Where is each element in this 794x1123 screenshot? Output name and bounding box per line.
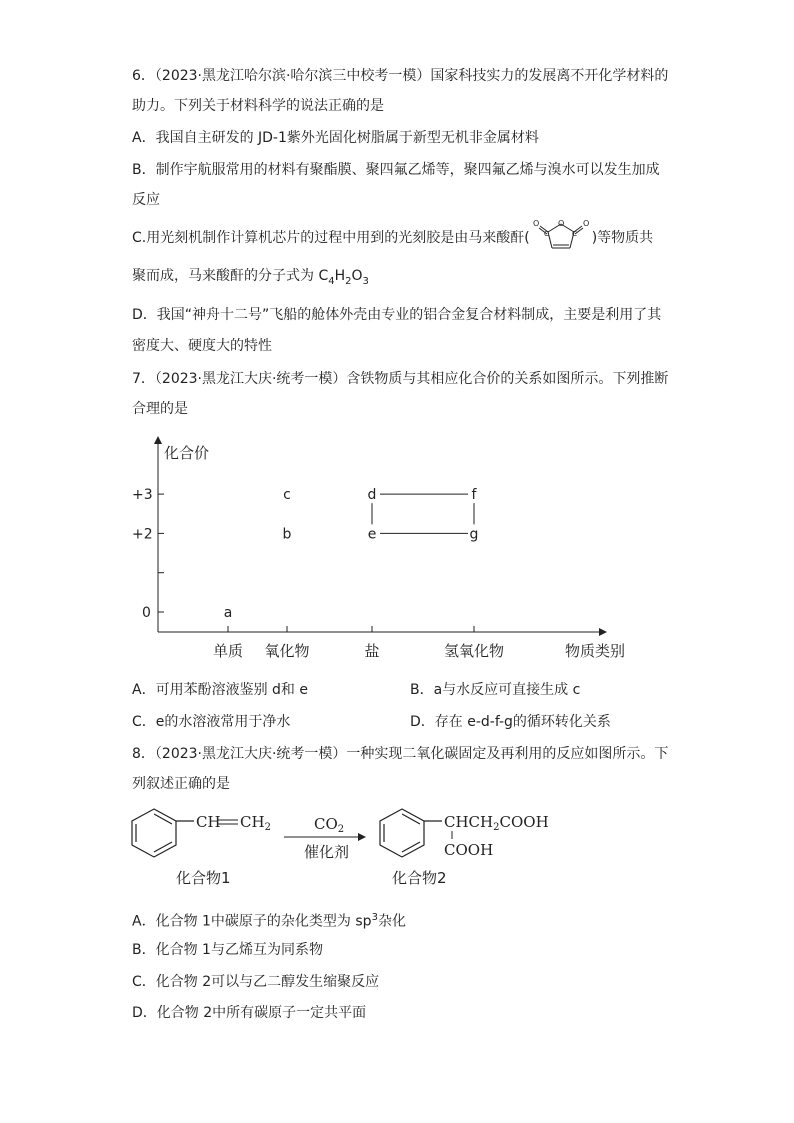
q7-option-a: A．可用苯酚溶液鉴别 d和 e xyxy=(132,682,308,698)
x-tick-label: 氧化物 xyxy=(264,642,310,660)
point-label-e: e xyxy=(367,526,377,543)
q7-option-b: B．a与水反应可直接生成 c xyxy=(410,682,581,698)
point-label-a: a xyxy=(223,605,233,621)
y-tick-label: +3 xyxy=(132,487,153,504)
carbonyl-carbon-left: C xyxy=(543,230,549,238)
q8-option-c: C．化合物 2可以与乙二醇发生缩聚反应 xyxy=(132,974,380,990)
maleic-anhydride-structure xyxy=(530,219,592,248)
point-label-d: d xyxy=(367,487,377,504)
x-tick-label: 氢氧化物 xyxy=(443,642,505,660)
reagent-co2: $CO_2$ xyxy=(314,815,345,835)
q6-option-c-text-a: C.用光刻机制作计算机芯片的过程中用到的光刻胶是由马来酸酐( xyxy=(132,230,530,246)
point-label-f: f xyxy=(471,487,477,504)
point-label-b: b xyxy=(282,526,292,543)
compound1-label: 化合物1 xyxy=(176,869,231,887)
q6-stem-line2: 助力。下列关于材料科学的说法正确的是 xyxy=(132,98,384,114)
q6-option-d-line1: D．我国“神舟十二号”飞船的舱体外壳由专业的铝合金复合材料制成，主要是利用了其 xyxy=(132,307,662,323)
q7-option-d: D．存在 e-d-f-g的循环转化关系 xyxy=(410,714,611,730)
q8-option-a xyxy=(132,908,406,932)
formula-sub-c: 4 xyxy=(328,275,335,287)
y-tick-label: +2 xyxy=(132,526,153,543)
q6-option-b-line2: 反应 xyxy=(132,192,160,208)
y-tick-label: 0 xyxy=(142,605,151,621)
x-axis-label: 物质类别 xyxy=(565,642,626,660)
x-tick-label: 单质 xyxy=(212,642,244,660)
iron-valence-chart xyxy=(120,430,640,670)
ring-oxygen-label: O xyxy=(557,219,564,228)
q8-stem-line2: 列叙述正确的是 xyxy=(132,776,230,792)
q8-option-d: D．化合物 2中所有碳原子一定共平面 xyxy=(132,1005,367,1021)
carbonyl-oxygen-right: O xyxy=(582,219,589,228)
formula-sub-o: 3 xyxy=(362,275,369,287)
q8-option-a-text-end: 杂化 xyxy=(377,913,406,930)
q6-option-c-line2 xyxy=(132,266,369,292)
product-branch-cooh: COOH xyxy=(444,841,494,859)
q6-option-a: A．我国自主研发的 JD-1紫外光固化树脂属于新型无机非金属材料 xyxy=(132,130,539,146)
benzene-ring-1 xyxy=(132,809,194,857)
x-tick-label: 盐 xyxy=(364,642,380,660)
vinyl-ch: CH xyxy=(196,813,221,831)
formula-o: O xyxy=(351,268,363,284)
maleic-anhydride-svg xyxy=(530,216,592,256)
q8-option-b: B．化合物 1与乙烯互为同系物 xyxy=(132,942,323,958)
q6-option-c-text-b: )等物质共 xyxy=(591,230,654,246)
compound2-label: 化合物2 xyxy=(392,869,447,887)
q6-option-d-line2: 密度大、硬度大的特性 xyxy=(132,338,272,354)
q6-option-b-line1: B．制作宇航服常用的材料有聚酯膜、聚四氟乙烯等，聚四氟乙烯与溴水可以发生加成 xyxy=(132,162,660,178)
q8-option-a-sup: 3 xyxy=(371,912,378,923)
formula-sub-h: 2 xyxy=(345,275,352,287)
catalyst-label: 催化剂 xyxy=(304,843,350,861)
q7-option-c: C．e的水溶液常用于净水 xyxy=(132,714,291,730)
point-label-g: g xyxy=(469,526,479,543)
product-chain: $CHCH_2COOH$ xyxy=(444,813,549,833)
y-axis-label: 化合价 xyxy=(164,444,210,462)
q6-option-c-formula-prefix: 聚而成，马来酸酐的分子式为 C xyxy=(132,268,329,284)
carbonyl-oxygen-left: O xyxy=(532,219,539,228)
vinyl-ch2: $CH_2$ xyxy=(240,813,271,833)
benzene-ring-2 xyxy=(380,809,442,857)
formula-h: H xyxy=(334,268,346,284)
reaction-scheme xyxy=(128,805,568,895)
q6-stem-line1: 6．（2023·黑龙江哈尔滨·哈尔滨三中校考一模）国家科技实力的发展离不开化学材料的 xyxy=(132,68,669,84)
point-label-c: c xyxy=(283,487,291,504)
q8-stem-line1: 8．（2023·黑龙江大庆·统考一模）一种实现二氧化碳固定及再利用的反应如图所示。下 xyxy=(132,746,669,762)
q7-stem-line2: 合理的是 xyxy=(132,401,188,417)
q8-option-a-text: A．化合物 1中碳原子的杂化类型为 sp xyxy=(132,913,372,930)
carbonyl-carbon-right: C xyxy=(571,230,577,238)
q6-option-c-line1 xyxy=(132,219,654,248)
q7-stem-line1: 7．（2023·黑龙江大庆·统考一模）含铁物质与其相应化合价的关系如图所示。下列推断 xyxy=(132,371,669,387)
